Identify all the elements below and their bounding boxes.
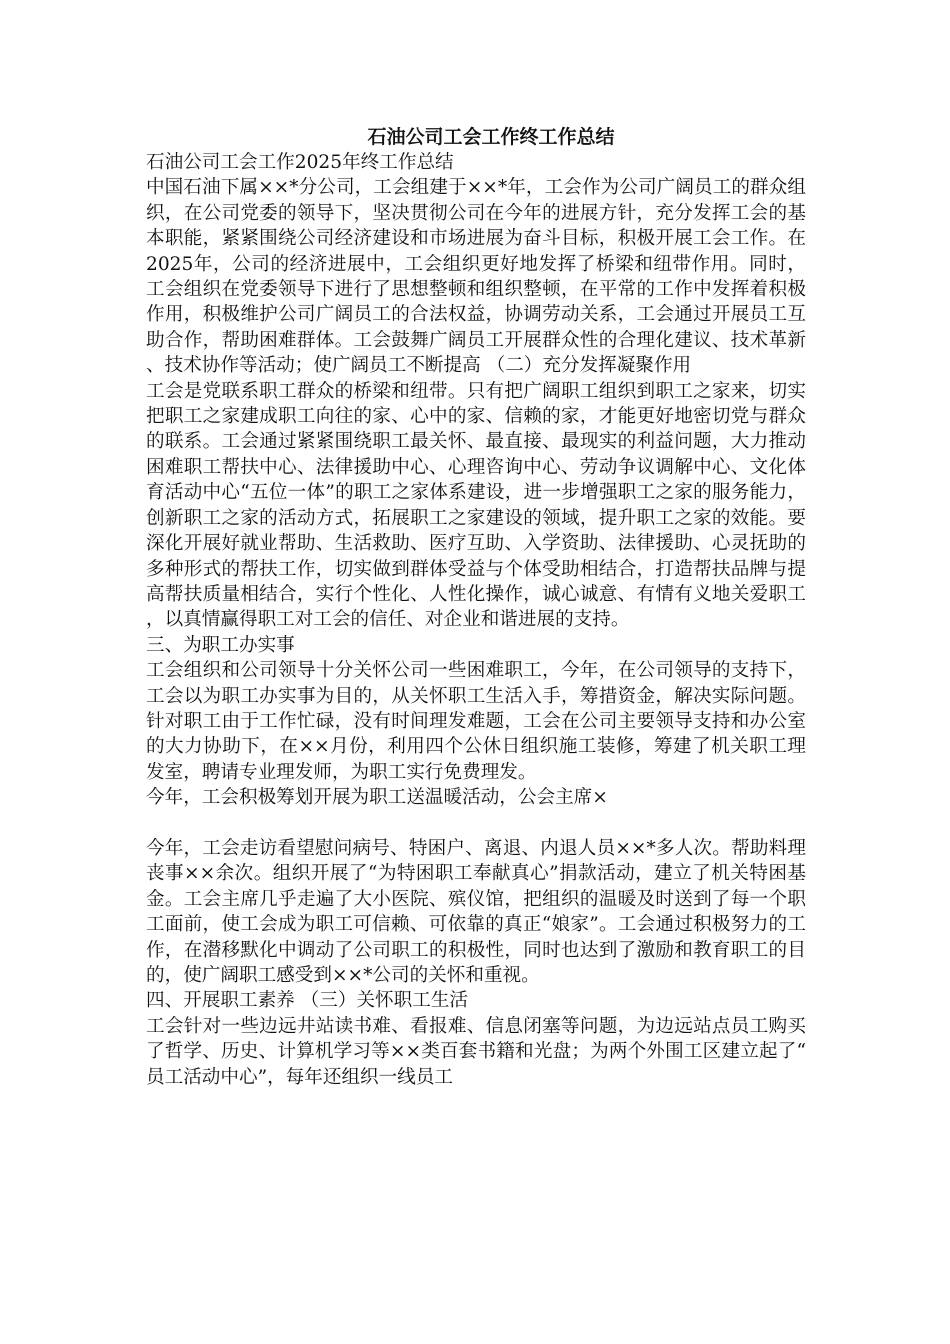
remote-sites-paragraph: 工会针对一些边远井站读书难、看报难、信息闭塞等问题，为边远站点员工购买了哲学、历史、计算机学习等××类百套书籍和光盘；为两个外围工区建立起了“员工活动中心”，每年还组织一线员工 xyxy=(146,1015,806,1088)
section-heading-3: 三、为职工办实事 xyxy=(146,634,295,656)
document-page xyxy=(146,124,806,1090)
blank-line xyxy=(146,811,806,836)
document-title: 石油公司工会工作终工作总结 xyxy=(367,126,615,148)
visits-paragraph: 今年，工会走访看望慰问病号、特困户、离退、内退人员××*多人次。帮助料理丧事××余次。组织开展了“为特困职工奉献真心”捐款活动，建立了机关特困基金。工会主席几乎走遍了大小医院、殡仪馆，把组织的温暖及时送到了每一个职工面前，使工会成为职工可信赖、可依靠的真正“娘家”。工会通过积极努力的工作，在潜移默化中调动了公司职工的积极性，同时也达到了激励和教育职工的目的，使广阔职工感受到××*公司的关怀和重视。 xyxy=(146,837,806,986)
section-heading-4: 四、开展职工素养 （三）关怀职工生活 xyxy=(146,990,469,1012)
practical-matters-paragraph: 工会组织和公司领导十分关怀公司一些困难职工，今年，在公司领导的支持下，工会以为职工办实事为目的，从关怀职工生活入手，筹措资金，解决实际问题。针对职工由于工作忙碌，没有时间理发难题，工会在公司主要领导支持和办公室的大力协助下，在××月份，利用四个公休日组织施工装修，筹建了机关职工理发室，聘请专业理发师，为职工实行免费理发。 xyxy=(146,660,806,783)
subtitle-paragraph: 石油公司工会工作2025年终工作总结 xyxy=(146,152,454,173)
cohesion-paragraph: 工会是党联系职工群众的桥梁和纽带。只有把广阔职工组织到职工之家来，切实把职工之家建成职工向往的家、心中的家、信赖的家，才能更好地密切党与群众的联系。工会通过紧紧围绕职工最关怀、最直接、最现实的利益问题，大力推动困难职工帮扶中心、法律援助中心、心理咨询中心、劳动争议调解中心、文化体育活动中心“五位一体”的职工之家体系建设，进一步增强职工之家的服务能力，创新职工之家的活动方式，拓展职工之家建设的领域，提升职工之家的效能。要深化开展好就业帮助、生活救助、医疗互助、入学资助、法律援助、心灵抚助的多种形式的帮扶工作，切实做到群体受益与个体受助相结合，打造帮扶品牌与提高帮扶质量相结合，实行个性化、人性化操作，诚心诚意、有情有义地关爱职工，以真情赢得职工对工会的信任、对企业和谐进展的支持。 xyxy=(146,380,806,631)
warmth-activity-paragraph: 今年，工会积极筹划开展为职工送温暖活动，公会主席× xyxy=(146,787,608,809)
intro-paragraph: 中国石油下属××*分公司，工会组建于××*年，工会作为公司广阔员工的群众组织，在公司党委的领导下，坚决贯彻公司在今年的进展方针，充分发挥工会的基本职能，紧紧围绕公司经济建设和市场进展为奋斗目标，积极开展工会工作。在2025年，公司的经济进展中，工会组织更好地发挥了桥梁和纽带作用。同时，工会组织在党委领导下进行了思想整顿和组织整顿，在平常的工作中发挥着积极作用，积极维护公司广阔员工的合法权益，协调劳动关系，工会通过开展员工互助合作，帮助困难群体。工会鼓舞广阔员工开展群众性的合理化建议、技术革新、技术协作等活动；使广阔员工不断提高 （二）充分发挥凝聚作用 xyxy=(146,177,806,377)
